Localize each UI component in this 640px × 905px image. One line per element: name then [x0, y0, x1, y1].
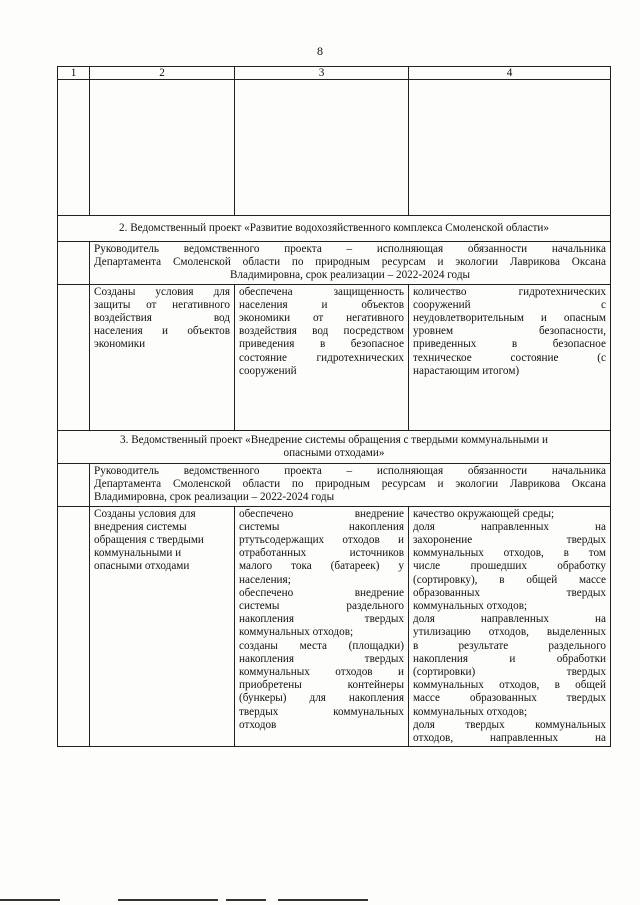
- section-3-title-line: 3. Ведомственный проект «Внедрение системы обращения с твердыми коммунальными и: [120, 433, 548, 446]
- section-2-leader-row: [58, 242, 611, 285]
- result-line: населения и объектов: [239, 298, 404, 311]
- scan-artifact: [278, 899, 368, 901]
- indicator-line: нарастающим итогом): [413, 364, 520, 377]
- result-line: обеспечено внедрение: [239, 507, 404, 520]
- indicator-line: накопления и обработки: [413, 652, 606, 665]
- section-2-result: [235, 284, 409, 430]
- result-line: отработанных источников: [239, 547, 404, 560]
- header-cell: 1: [58, 67, 90, 80]
- goal-line: Созданы условия для: [94, 285, 230, 298]
- projects-table: [57, 66, 611, 747]
- result-line: (бункеры) для накопления: [239, 692, 404, 705]
- result-line: коммунальных отходов;: [239, 626, 354, 639]
- indicator-line: коммунальных отходов;: [413, 705, 528, 718]
- result-line: воздействия вод посредством: [239, 325, 404, 338]
- goal-line: Созданы условия для: [94, 507, 196, 520]
- section-2-indicator: [409, 284, 611, 430]
- indicator-line: количество гидротехнических: [413, 285, 606, 298]
- indicator-line: утилизацию отходов, выделенных: [413, 626, 606, 639]
- result-line: накопления твердых: [239, 613, 404, 626]
- result-line: созданы места (площадки): [239, 639, 404, 652]
- result-line: сооружений: [239, 364, 297, 377]
- indicator-line: техническое состояние (с: [413, 351, 606, 364]
- empty-cell: [58, 464, 90, 507]
- scan-artifact: [0, 899, 60, 901]
- section-2-content-row: [58, 284, 611, 430]
- indicator-line: массе образованных твердых: [413, 692, 606, 705]
- result-line: коммунальных отходов и: [239, 666, 404, 679]
- section-2-title-row: [58, 216, 611, 242]
- indicator-line: коммунальных отходов, в том: [413, 547, 606, 560]
- header-cell: 2: [90, 67, 235, 80]
- result-line: твердых коммунальных: [239, 705, 404, 718]
- indicator-line: в результате раздельного: [413, 639, 606, 652]
- empty-cell: [58, 242, 90, 285]
- header-row: [58, 67, 611, 80]
- empty-cell: [409, 80, 611, 216]
- indicator-line: (сортировки) твердых: [413, 666, 606, 679]
- result-line: системы раздельного: [239, 600, 404, 613]
- empty-cell: [58, 506, 90, 747]
- goal-line: обращения с твердыми: [94, 534, 204, 547]
- result-line: ртутьсодержащих отходов и: [239, 534, 404, 547]
- indicator-line: коммунальных отходов;: [413, 600, 528, 613]
- leader-line: Руководитель ведомственного проекта – исполняющая обязанности начальника: [94, 465, 606, 478]
- goal-line: внедрения системы: [94, 520, 187, 533]
- empty-cell: [235, 80, 409, 216]
- indicator-line: числе прошедших обработку: [413, 560, 606, 573]
- leader-line: Департамента Смоленской области по природным ресурсам и экологии Лаврикова Оксана: [94, 256, 606, 269]
- section-3-goal: [90, 506, 235, 747]
- section-3-title-line: опасными отходами»: [283, 446, 385, 459]
- header-cell: 4: [409, 67, 611, 80]
- header-cell: 3: [235, 67, 409, 80]
- result-line: малого тока (батареек) у: [239, 560, 404, 573]
- indicator-line: (сортировку), в общей массе: [413, 573, 606, 586]
- indicator-line: уровнем безопасности,: [413, 325, 606, 338]
- indicator-line: сооружений с: [413, 298, 606, 311]
- leader-line: Департамента Смоленской области по природным ресурсам и экологии Лаврикова Оксана: [94, 478, 606, 491]
- result-line: системы накопления: [239, 520, 404, 533]
- empty-row: [58, 80, 611, 216]
- section-3-title-row: [58, 430, 611, 463]
- section-3-title: [58, 430, 611, 463]
- result-line: приобретены контейнеры: [239, 679, 404, 692]
- indicator-line: приведенных в безопасное: [413, 338, 606, 351]
- indicator-line: доля направленных на: [413, 613, 606, 626]
- result-line: обеспечено внедрение: [239, 586, 404, 599]
- result-line: отходов: [239, 718, 277, 731]
- section-2-leader: [90, 242, 611, 285]
- section-3-content-row: [58, 506, 611, 747]
- result-line: экономики от негативного: [239, 312, 404, 325]
- result-line: накопления твердых: [239, 652, 404, 665]
- section-3-leader-row: [58, 464, 611, 507]
- goal-line: защиты от негативного: [94, 298, 230, 311]
- section-2-goal: [90, 284, 235, 430]
- indicator-line: качество окружающей среды;: [413, 507, 555, 520]
- leader-line: Владимировна, срок реализации – 2022-2024 годы: [229, 269, 471, 282]
- goal-line: воздействия вод: [94, 312, 230, 325]
- goal-line: населения и объектов: [94, 325, 230, 338]
- result-line: населения;: [239, 573, 291, 586]
- goal-line: опасными отходами: [94, 560, 190, 573]
- indicator-line: доля направленных на: [413, 520, 606, 533]
- result-line: обеспечена защищенность: [239, 285, 404, 298]
- indicator-line: захоронение твердых: [413, 534, 606, 547]
- scan-artifact: [118, 899, 218, 901]
- empty-cell: [58, 284, 90, 430]
- page-number: 8: [317, 44, 323, 58]
- section-2-title: 2. Ведомственный проект «Развитие водохозяйственного комплекса Смоленской области»: [58, 216, 611, 242]
- indicator-line: образованных твердых: [413, 586, 606, 599]
- result-line: состояние гидротехнических: [239, 351, 404, 364]
- result-line: приведения в безопасное: [239, 338, 404, 351]
- indicator-line: доля твердых коммунальных: [413, 718, 606, 731]
- indicator-line: коммунальных отходов, в общей: [413, 679, 606, 692]
- section-3-indicator: [409, 506, 611, 747]
- leader-line: Руководитель ведомственного проекта – исполняющая обязанности начальника: [94, 243, 606, 255]
- section-3-leader: [90, 464, 611, 507]
- empty-cell: [90, 80, 235, 216]
- section-3-result: [235, 506, 409, 747]
- goal-line: экономики: [94, 338, 146, 351]
- leader-line: Владимировна, срок реализации – 2022-2024 годы: [94, 491, 335, 504]
- indicator-line: отходов, направленных на: [413, 732, 606, 745]
- scan-artifact: [226, 899, 266, 901]
- indicator-line: неудовлетворительным и опасным: [413, 312, 606, 325]
- empty-cell: [58, 80, 90, 216]
- goal-line: коммунальными и: [94, 547, 182, 560]
